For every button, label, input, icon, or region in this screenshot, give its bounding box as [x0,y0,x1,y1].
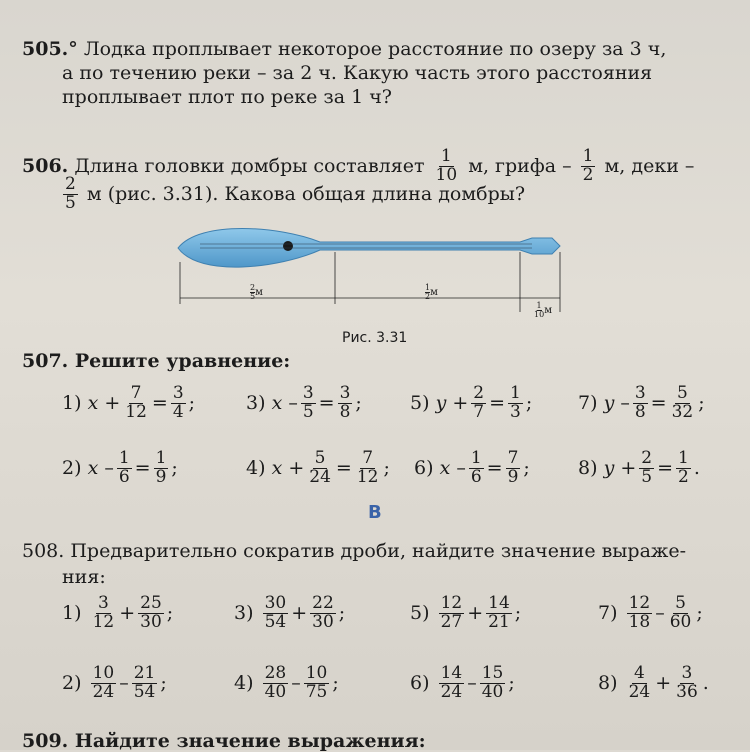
fraction: $\frac{3}{5}$ [302,383,314,422]
fraction: $\frac{5}{32}$ [671,383,694,422]
fraction: $\frac{1}{6}$ [470,448,482,487]
problem-505-line1 [22,38,666,60]
fraction: $\frac{5}{60}$ [669,593,692,632]
fraction: $\frac{14}{24}$ [440,663,463,702]
fraction: $\frac{10}{24}$ [92,663,115,702]
fraction-head: $\frac{1}{10}$ [435,146,458,185]
expression-x1: 1) $\frac{3}{12}$ + $\frac{25}{30}$ ; [62,593,174,632]
problem-508-line2: ния: [62,566,106,588]
problem-506-number: 506. [22,155,69,178]
fraction: $\frac{7}{12}$ [125,383,147,422]
fraction: $\frac{1}{2}$ [678,448,689,487]
fraction: $\frac{30}{54}$ [264,593,287,632]
equation-e5: 5) y + $\frac{2}{7}$ = $\frac{1}{3}$ ; [410,383,533,422]
figure-caption: Рис. 3.31 [342,330,408,346]
fraction: $\frac{3}{12}$ [92,593,115,632]
problem-508-line1: 508. Предварительно сократив дроби, найдите значение выраже- [22,540,687,562]
fraction: $\frac{12}{27}$ [440,593,463,632]
expression-x2: 2) $\frac{10}{24}$ – $\frac{21}{54}$ ; [62,663,167,702]
equation-e2: 2) x – $\frac{1}{6}$ = $\frac{1}{9}$ ; [62,448,178,487]
problem-505-number: 505.° [22,38,78,60]
equation-e8: 8) y + $\frac{2}{5}$ = $\frac{1}{2}$ . [578,448,700,487]
fraction: $\frac{22}{30}$ [312,593,334,632]
equation-e1: 1) x + $\frac{7}{12}$ = $\frac{3}{4}$ ; [62,383,196,422]
fraction: $\frac{1}{9}$ [155,448,167,487]
fraction: $\frac{12}{18}$ [628,593,651,632]
expression-x6: 6) $\frac{14}{24}$ – $\frac{15}{40}$ ; [410,663,515,702]
fraction: $\frac{25}{30}$ [140,593,162,632]
dim-label-neck: $\frac{1}{2}$ м [425,283,438,301]
fraction: $\frac{28}{40}$ [264,663,287,702]
fraction: $\frac{15}{40}$ [481,663,504,702]
equation-e4: 4) x + $\frac{5}{24}$ = $\frac{7}{12}$ ; [246,448,390,487]
dombra-soundhole [283,241,293,251]
problem-509-title: 509. Найдите значение выражения: [22,730,426,752]
fraction: $\frac{21}{54}$ [133,663,156,702]
problem-506-text2: м, грифа – [468,155,572,178]
problem-506-text3: м, деки – [604,155,695,178]
expression-x8: 8) $\frac{4}{24}$ + $\frac{3}{36}$ . [598,663,709,702]
fraction: $\frac{7}{12}$ [356,448,379,487]
dim-label-head: $\frac{1}{10}$ м [534,301,552,319]
fraction-neck: $\frac{1}{2}$ [582,146,594,185]
equation-e6: 6) x – $\frac{1}{6}$ = $\frac{7}{9}$ ; [414,448,530,487]
problem-506-text4: м (рис. 3.31). Какова общая длина домбры? [86,183,526,206]
expression-x4: 4) $\frac{28}{40}$ – $\frac{10}{75}$ ; [234,663,339,702]
fraction: $\frac{14}{21}$ [488,593,510,632]
equation-e7: 7) y – $\frac{3}{8}$ = $\frac{5}{32}$ ; [578,383,705,422]
fraction: $\frac{3}{8}$ [634,383,646,422]
expression-x5: 5) $\frac{12}{27}$ + $\frac{14}{21}$ ; [410,593,522,632]
problem-505-line3: проплывает плот по реке за 1 ч? [62,86,392,108]
expression-x3: 3) $\frac{30}{54}$ + $\frac{22}{30}$ ; [234,593,346,632]
fraction: $\frac{1}{6}$ [118,448,130,487]
dombra-figure [160,212,580,332]
fraction: $\frac{3}{8}$ [339,383,351,422]
dim-label-body: $\frac{2}{5}$ м [250,283,263,301]
fraction: $\frac{2}{5}$ [641,448,653,487]
fraction: $\frac{1}{3}$ [510,383,521,422]
expression-x7: 7) $\frac{12}{18}$ – $\frac{5}{60}$ ; [598,593,703,632]
fraction: $\frac{2}{7}$ [473,383,485,422]
problem-506-line2 [60,176,525,213]
problem-505-text1: Лодка проплывает некоторое расстояние по озеру за 3 ч, [83,38,667,60]
fraction: $\frac{3}{4}$ [172,383,184,422]
fraction: $\frac{5}{24}$ [309,448,331,487]
fraction: $\frac{4}{24}$ [628,663,651,702]
fraction: $\frac{7}{9}$ [507,448,519,487]
problem-506-text1: Длина головки домбры составляет [74,155,425,178]
fraction-body: $\frac{2}{5}$ [65,174,76,213]
fraction: $\frac{10}{75}$ [305,663,328,702]
problem-505-line2: а по течению реки – за 2 ч. Какую часть этого расстояния [62,62,653,84]
section-b-label: B [368,502,382,523]
fraction: $\frac{3}{36}$ [676,663,698,702]
problem-507-title: 507. Решите уравнение: [22,350,291,372]
equation-e3: 3) x – $\frac{3}{5}$ = $\frac{3}{8}$ ; [246,383,362,422]
